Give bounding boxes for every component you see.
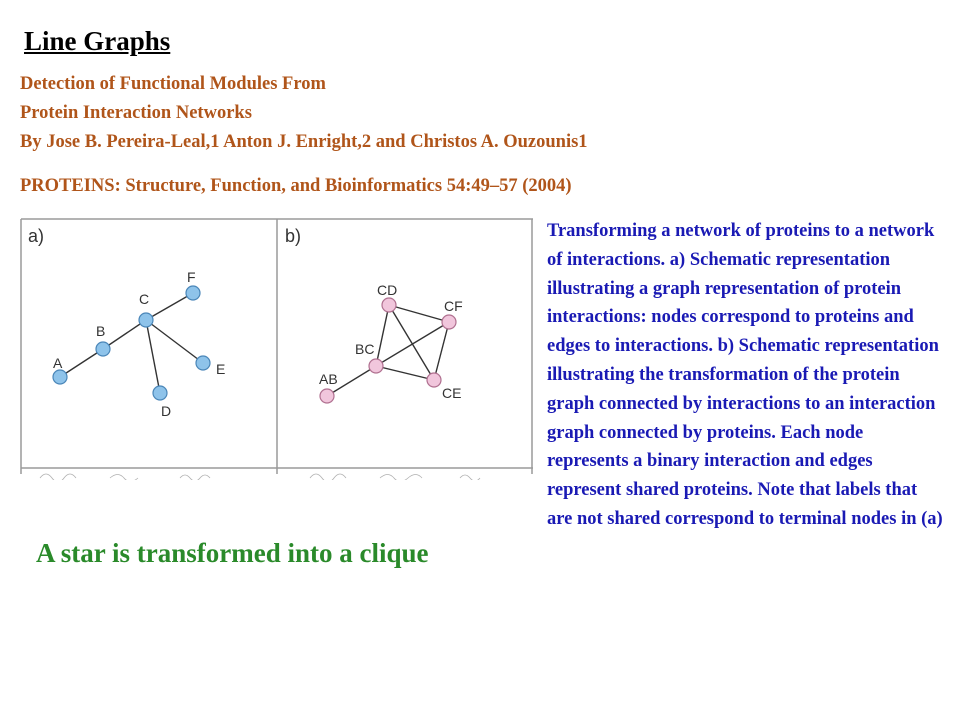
node-cf (442, 315, 456, 329)
node-ab (320, 389, 334, 403)
paper-authors: By Jose B. Pereira-Leal,1 Anton J. Enright,2 and Christos A. Ouzounis1 (20, 132, 588, 152)
panel-b-label: b) (285, 226, 302, 246)
node-a (53, 370, 67, 384)
node-f (186, 286, 200, 300)
node-b-label: B (96, 323, 106, 339)
node-d-label: D (161, 403, 172, 419)
node-e (196, 356, 210, 370)
paper-title-line-1: Detection of Functional Modules From (20, 74, 326, 94)
node-a-label: A (53, 355, 63, 371)
figure-svg (20, 216, 534, 480)
node-cd-label: CD (377, 282, 398, 298)
node-d (153, 386, 167, 400)
node-bc-label: BC (355, 341, 375, 357)
node-e-label: E (216, 361, 226, 377)
slide-title: Line Graphs (24, 26, 171, 56)
node-b (96, 342, 110, 356)
node-c (139, 313, 153, 327)
node-c-label: C (139, 291, 150, 307)
summary-statement: A star is transformed into a clique (36, 538, 429, 568)
paper-title-line-2: Protein Interaction Networks (20, 103, 252, 123)
node-ab-label: AB (319, 371, 338, 387)
node-cf-label: CF (444, 298, 463, 314)
node-f-label: F (187, 269, 196, 285)
figure-caption: Transforming a network of proteins to a network of interactions. a) Schematic representation illustrating a graph representation of protein interactions: nodes correspond to proteins and edges to interactions. b) Schematic representation illustrating the transformation of the protein graph connected by interactions to an interaction graph connected by proteins. Each node represents a binary interaction and edges represent shared proteins. Note that labels that are not shared correspond to terminal nodes in (a) (547, 221, 943, 529)
panel-a-label: a) (28, 226, 45, 246)
node-cd (382, 298, 396, 312)
network-figure (20, 216, 534, 480)
node-ce-label: CE (442, 385, 462, 401)
journal-citation: PROTEINS: Structure, Function, and Bioinformatics 54:49–57 (2004) (20, 176, 572, 196)
node-bc (369, 359, 383, 373)
node-ce (427, 373, 441, 387)
